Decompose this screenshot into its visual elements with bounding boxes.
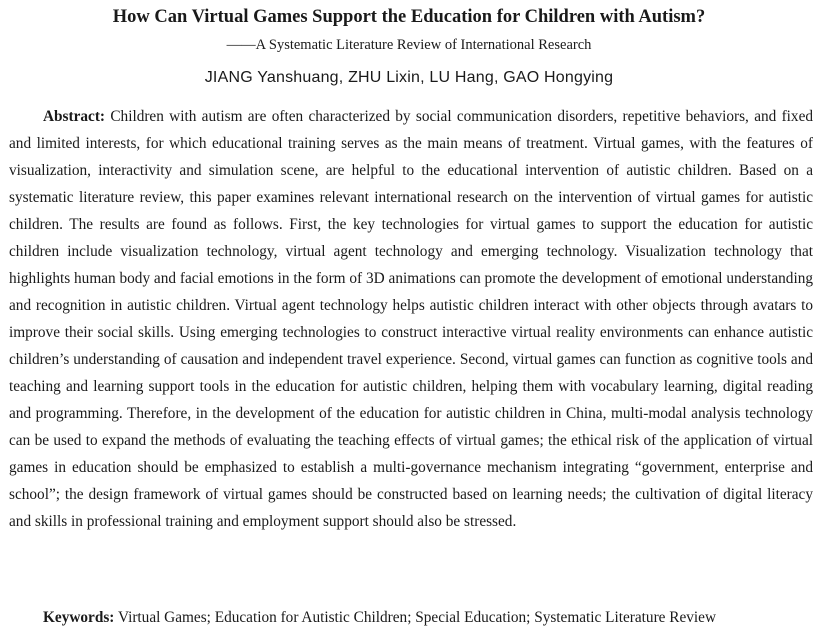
- abstract-paragraph: [9, 103, 813, 535]
- paper-title: How Can Virtual Games Support the Education for Children with Autism?: [112, 7, 706, 27]
- abstract-label: Abstract:: [43, 108, 106, 125]
- abstract-text: Children with autism are often characterized by social communication disorders, repetitive behaviors, and fixed and limited interests, for which educational training serves as the main means of treatment. Virtual games, with the features of visualization, interactivity and simulation scene, are helpful to the educational intervention of autistic children. Based on a systematic literature review, this paper examines relevant international research on the intervention of virtual games for autistic children. The results are found as follows. First, the key technologies for virtual games to support the education for autistic children include visualization technology, virtual agent technology and emerging technology. Visualization technology that highlights human body and facial emotions in the form of 3D animations can promote the development of emotional understanding and recognition in autistic children. Virtual agent technology helps autistic children interact with other objects through avatars to improve their social skills. Using emerging technologies to construct interactive virtual reality environments can enhance autistic children’s understanding of causation and independent travel experience. Second, virtual games can function as cognitive tools and teaching and learning support tools in the education for autistic children, helping them with vocabulary learning, digital reading and programming. Therefore, in the development of the education for autistic children in China, multi-modal analysis technology can be used to expand the methods of evaluating the teaching effects of virtual games; the ethical risk of the application of virtual games in education should be emphasized to establish a multi-governance mechanism integrating “government, enterprise and school”; the design framework of virtual games should be constructed based on learning needs; the cultivation of digital literacy and skills in professional training and employment support should also be stressed.: [9, 108, 814, 530]
- keywords-line: [43, 606, 813, 630]
- paper-subtitle: ——A Systematic Literature Review of International Research: [226, 37, 592, 53]
- author-list: JIANG Yanshuang, ZHU Lixin, LU Hang, GAO Hongying: [204, 69, 614, 86]
- keywords-label: Keywords:: [43, 609, 115, 626]
- keywords-text: Virtual Games; Education for Autistic Children; Special Education; Systematic Literature Review: [117, 609, 717, 626]
